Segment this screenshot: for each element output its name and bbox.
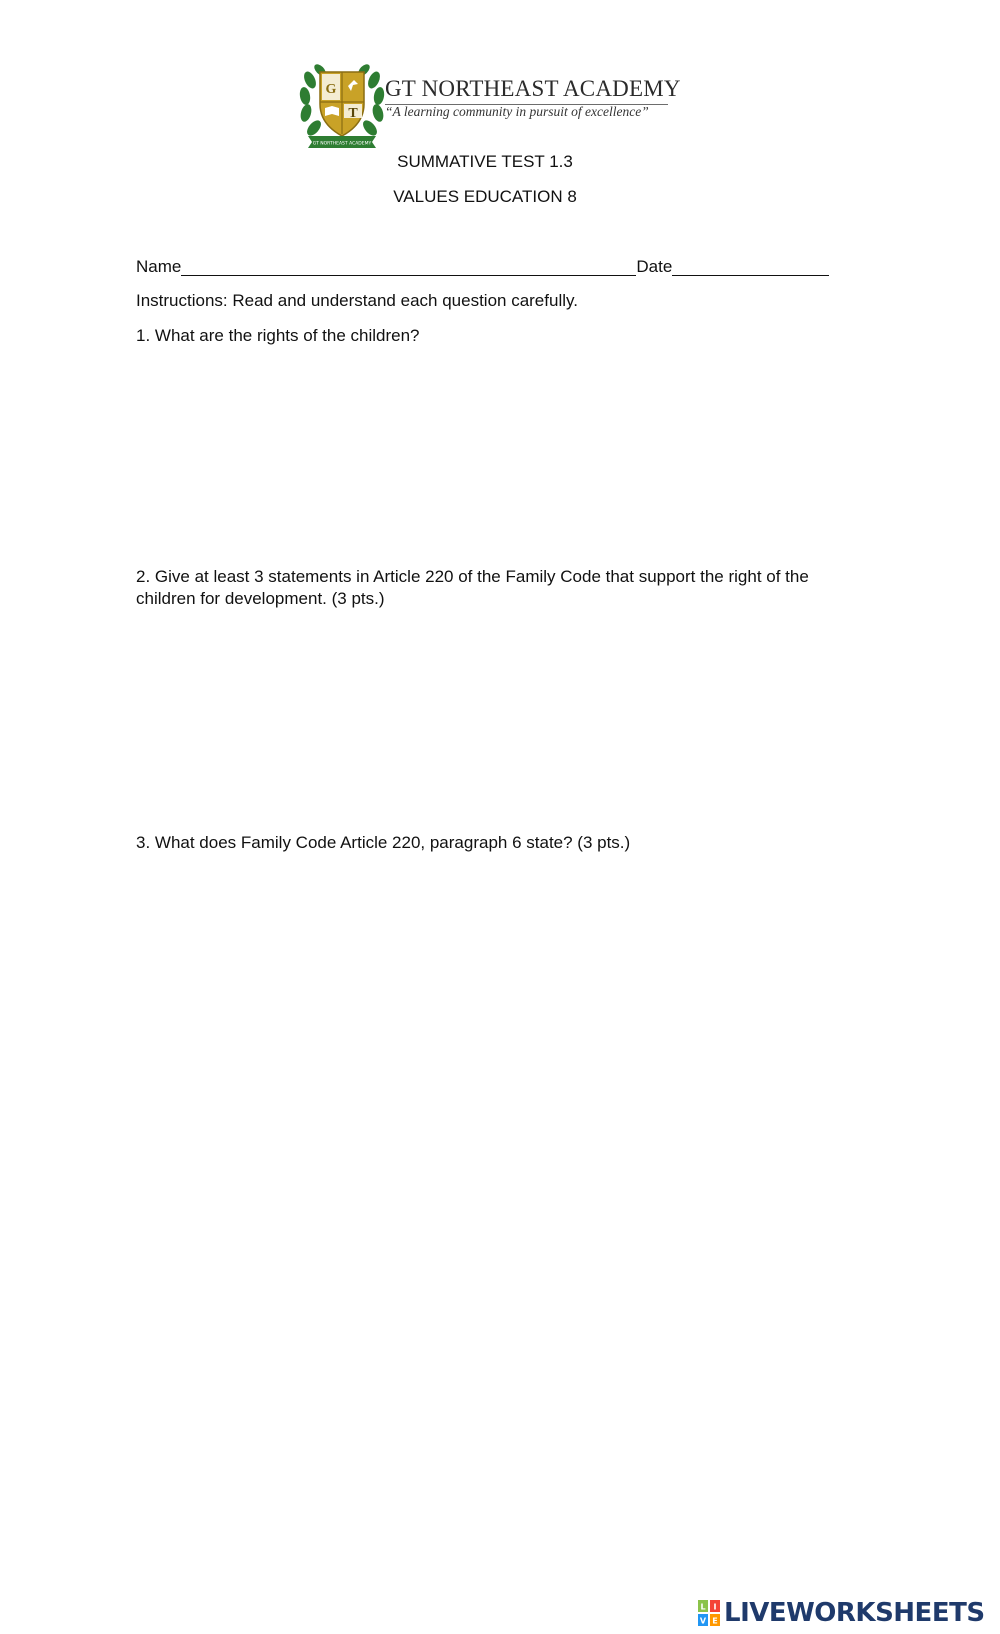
date-field[interactable] xyxy=(672,257,829,276)
name-label: Name xyxy=(136,257,182,276)
svg-text:T: T xyxy=(348,106,358,121)
name-field[interactable] xyxy=(181,257,636,276)
name-date-row xyxy=(136,256,829,278)
test-title: SUMMATIVE TEST 1.3 xyxy=(397,152,573,171)
school-crest-logo xyxy=(298,60,386,148)
instructions: Instructions: Read and understand each question carefully. xyxy=(136,291,578,310)
school-name: GT NORTHEAST ACADEMY xyxy=(385,76,681,101)
question-3: 3. What does Family Code Article 220, paragraph 6 state? (3 pts.) xyxy=(136,833,631,852)
question-2: 2. Give at least 3 statements in Article 220 of the Family Code that support the right of the children for development. (3 pts.) xyxy=(136,567,809,608)
liveworksheets-brand: LIVEWORKSHEETS xyxy=(724,1598,985,1628)
crest-shield-icon xyxy=(298,60,386,148)
svg-text:E: E xyxy=(712,1616,718,1626)
svg-text:I: I xyxy=(713,1602,717,1612)
svg-text:L: L xyxy=(700,1602,706,1612)
liveworksheets-watermark xyxy=(698,1598,985,1628)
date-label: Date xyxy=(636,257,673,276)
svg-text:GT NORTHEAST ACADEMY: GT NORTHEAST ACADEMY xyxy=(312,141,372,147)
question-1: 1. What are the rights of the children? xyxy=(136,326,420,345)
svg-text:V: V xyxy=(699,1616,707,1626)
liveworksheets-logo-icon xyxy=(698,1600,720,1626)
school-motto: “A learning community in pursuit of excellence” xyxy=(385,104,649,119)
svg-text:G: G xyxy=(325,82,337,97)
subject-title: VALUES EDUCATION 8 xyxy=(393,187,577,206)
